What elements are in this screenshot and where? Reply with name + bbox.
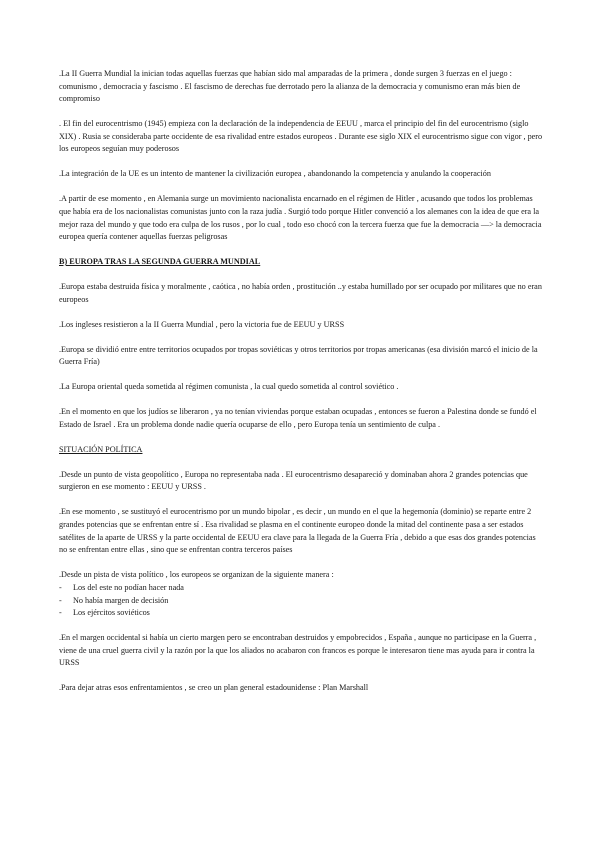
paragraph: .A partir de ese momento , en Alemania surge un movimiento nacionalista encarnado en el régimen de Hitler , acusando que todos los problemas que había era de los nacionalistas comunistas junto con la raza judía . Surgió todo porque Hitler convenció a los alemanes con la idea de que era la mejor raza del mundo y que todo era culpa de los rusos , por lo cual , todo eso chocó con la tercera fuerza que fue la democracia —> la democracia europea quería contener aquellas fuerzas peligrosas — [59, 194, 542, 242]
list-item: - Los ejércitos soviéticos — [59, 607, 544, 620]
paragraph: .La integración de la UE es un intento de mantener la civilización europea , abandonando la competencia y anulando la cooperación — [59, 169, 491, 179]
paragraph: .En el momento en que los judíos se liberaron , ya no tenían viviendas porque estaban ocupadas , entonces se fueron a Palestina donde se fundó el Estado de Israel . Era un problema donde nadie quería ocuparse de ello , pero Europa tenía un sentimiento de culpa . — [59, 407, 537, 429]
list-item: - Los del este no podían hacer nada — [59, 582, 544, 595]
bullet-list — [59, 582, 544, 620]
paragraph: .Los ingleses resistieron a la II Guerra Mundial , pero la victoria fue de EEUU y URSS — [59, 319, 345, 329]
paragraph: .Europa se dividió entre entre territorios ocupados por tropas soviéticas y otros territorios por tropas americanas (esa división marcó el inicio de la Guerra Fría) — [59, 344, 538, 367]
section-heading-b: B) EUROPA TRAS LA SEGUNDA GUERRA MUNDIAL — [59, 257, 261, 267]
paragraph: .Europa estaba destruida física y moralmente , caótica , no había orden , prostitución ..y estaba humillado por ser ocupado por militares que no eran europeos — [59, 282, 542, 304]
paragraph: .Desde un pista de vista político , los europeos se organizan de la siguiente manera : — [59, 570, 334, 580]
paragraph: .La II Guerra Mundial la inician todas aquellas fuerzas que habían sido mal amparadas de la primera , donde surgen 3 fuerzas en el juego : comunismo , democracia y fascismo . El fascismo de derechas fue derrotado pero la alianza de la democracia y comunismo eran más bien de compromiso — [59, 69, 521, 104]
document-page — [59, 68, 544, 707]
list-item: - No había margen de decisión — [59, 595, 544, 608]
section-heading-politica: SITUACIÓN POLÍTICA — [59, 444, 143, 454]
paragraph: . El fin del eurocentrismo (1945) empieza con la declaración de la independencia de EEUU , marca el principio del fin del eurocentrismo (siglo XIX) . Rusia se consideraba parte occidente de esa rivalidad entre estados europeos . Durante ese siglo XIX el eurocentrismo sigue con vigor , pero los europeos seguían muy poderosos — [59, 119, 543, 154]
paragraph: .La Europa oriental queda sometida al régimen comunista , la cual quedo sometida al control soviético . — [59, 382, 399, 392]
paragraph: .Desde un punto de vista geopolítico , Europa no representaba nada . El eurocentrismo desapareció y dominaban ahora 2 grandes potencias que surgieron en ese momento : EEUU y URSS . — [59, 469, 528, 492]
paragraph: .Para dejar atras esos enfrentamientos , se creo un plan general estadounidense : Plan Marshall — [59, 683, 369, 693]
paragraph: .En ese momento , se sustituyó el eurocentrismo por un mundo bipolar , es decir , un mundo en el que la hegemonía (dominio) se reparte entre 2 grandes potencias que se enfrentan entre sí . Esa rivalidad se plasma en el continente europeo donde la mitad del continente pasa a ser estados satélites de la aparte de URSS y la parte occidental de EEUU era clave para la llegada de la Guerra Fría , debido a que esas dos grandes potencias no se enfrentan entre ellas , sino que se enfrentan contra terceros países — [59, 507, 536, 555]
paragraph: .En el margen occidental si había un cierto margen pero se encontraban destruidos y empobrecidos , España , aunque no participase en la Guerra , viene de una cruel guerra civil y la razón por la que los aliados no acabaron con francos es porque le interesaron tiene mas ayuda para ir contra la URSS — [59, 633, 537, 668]
